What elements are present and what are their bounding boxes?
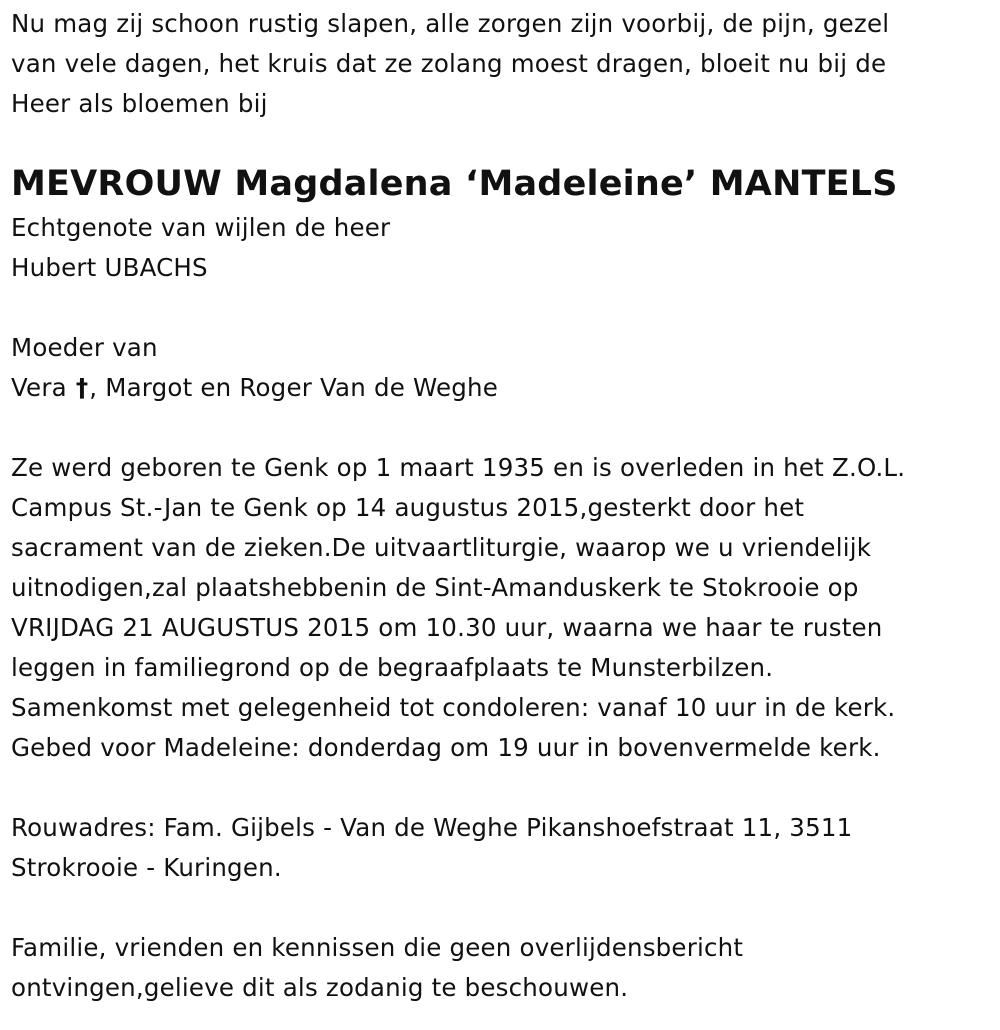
details-line: uitnodigen,zal plaatshebbenin de Sint-Amanduskerk te Stokrooie op	[11, 573, 859, 602]
details-line: Ze werd geboren te Genk op 1 maart 1935 en is overleden in het Z.O.L.	[11, 453, 906, 482]
details-line: Samenkomst met gelegenheid tot condoleren: vanaf 10 uur in de kerk.	[11, 693, 896, 722]
closing-line: Familie, vrienden en kennissen die geen overlijdensbericht	[11, 933, 744, 962]
funeral-details	[11, 448, 991, 768]
child-name: Vera	[11, 373, 67, 402]
poem-line: Heer als bloemen bij	[11, 89, 268, 118]
poem-line: Nu mag zij schoon rustig slapen, alle zorgen zijn voorbij, de pijn, gezel	[11, 9, 890, 38]
spacer	[11, 888, 991, 928]
address-line: Rouwadres: Fam. Gijbels - Van de Weghe Pikanshoefstraat 11, 3511	[11, 813, 853, 842]
spacer	[11, 124, 991, 160]
spacer	[11, 768, 991, 808]
cross-icon: †	[75, 373, 89, 402]
poem	[11, 4, 991, 124]
details-line: VRIJDAG 21 AUGUSTUS 2015 om 10.30 uur, waarna we haar te rusten	[11, 613, 883, 642]
poem-line: van vele dagen, het kruis dat ze zolang moest dragen, bloeit nu bij de	[11, 49, 887, 78]
spouse-name: Hubert UBACHS	[11, 253, 208, 282]
children-list	[11, 368, 991, 408]
closing-line: ontvingen,gelieve dit als zodanig te beschouwen.	[11, 973, 629, 1002]
spacer	[11, 408, 991, 448]
details-line: Gebed voor Madeleine: donderdag om 19 uur in bovenvermelde kerk.	[11, 733, 881, 762]
details-line: sacrament van de zieken.De uitvaartliturgie, waarop we u vriendelijk	[11, 533, 872, 562]
details-line: Campus St.-Jan te Genk op 14 augustus 2015,gesterkt door het	[11, 493, 805, 522]
mourning-address	[11, 808, 991, 888]
children-heading: Moeder van	[11, 333, 158, 362]
children-others: , Margot en Roger Van de Weghe	[89, 373, 498, 402]
spacer	[11, 288, 991, 328]
spouse-line: Echtgenote van wijlen de heer	[11, 213, 391, 242]
details-line: leggen in familiegrond op de begraafplaats te Munsterbilzen.	[11, 653, 774, 682]
address-line: Strokrooie - Kuringen.	[11, 853, 282, 882]
closing-note	[11, 928, 991, 1008]
death-notice	[11, 4, 991, 1008]
deceased-name: MEVROUW Magdalena ‘Madeleine’ MANTELS	[11, 164, 898, 204]
